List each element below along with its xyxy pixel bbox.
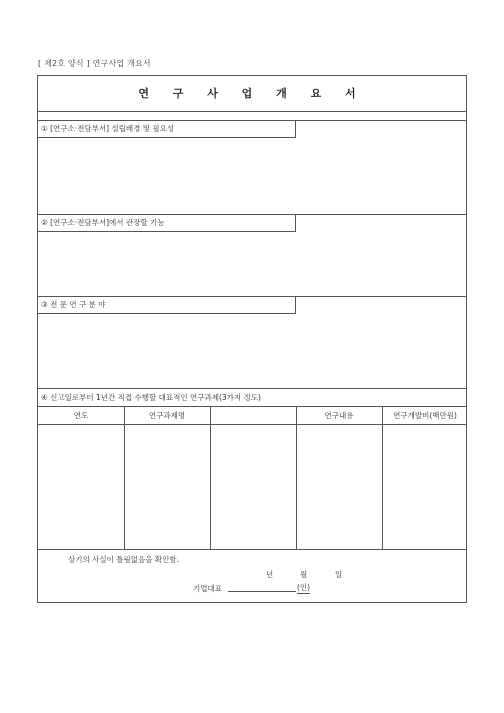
table-header-bottom-border (38, 424, 466, 425)
table-column-divider (382, 407, 383, 549)
signature-line (228, 591, 296, 592)
section-2-header: ② [연구소·전담부서]에서 관장할 기능 (38, 215, 296, 232)
table-header-top-border (38, 406, 466, 407)
table-header-budget: 연구개발비(백만원) (393, 411, 457, 420)
representative-label: 기업대표 (193, 584, 222, 593)
seal-mark: (인) (297, 583, 311, 592)
table-header-project-name: 연구과제명 (148, 411, 186, 420)
table-bottom-border (38, 549, 466, 550)
section-3-header: ③ 전 문 연 구 분 야 (38, 297, 296, 314)
table-column-divider (296, 407, 297, 549)
form-number-label: [ 제2호 양식 ] 연구사업 개요서 (38, 59, 151, 68)
section-4-header: ④ 신고일로부터 1년간 직접 수행할 대표적인 연구과제(3가지 정도) (41, 393, 261, 402)
date-year-label: 년 (266, 570, 274, 579)
table-header-year: 연도 (73, 411, 89, 420)
table-header-blank (210, 408, 296, 424)
form-container (37, 75, 467, 603)
date-day-label: 일 (335, 570, 343, 579)
table-header-content: 연구내용 (324, 411, 354, 420)
title-divider (38, 111, 466, 112)
date-month-label: 월 (300, 570, 308, 579)
section-1-header: ① [연구소·전담부서] 설립배경 및 필요성 (38, 121, 296, 138)
form-title: 연 구 사 업 개 요 서 (138, 87, 366, 100)
table-column-divider (124, 407, 125, 549)
table-column-divider (210, 407, 211, 549)
confirmation-statement: 상기의 사실이 틀림없음을 확인함. (68, 555, 179, 564)
